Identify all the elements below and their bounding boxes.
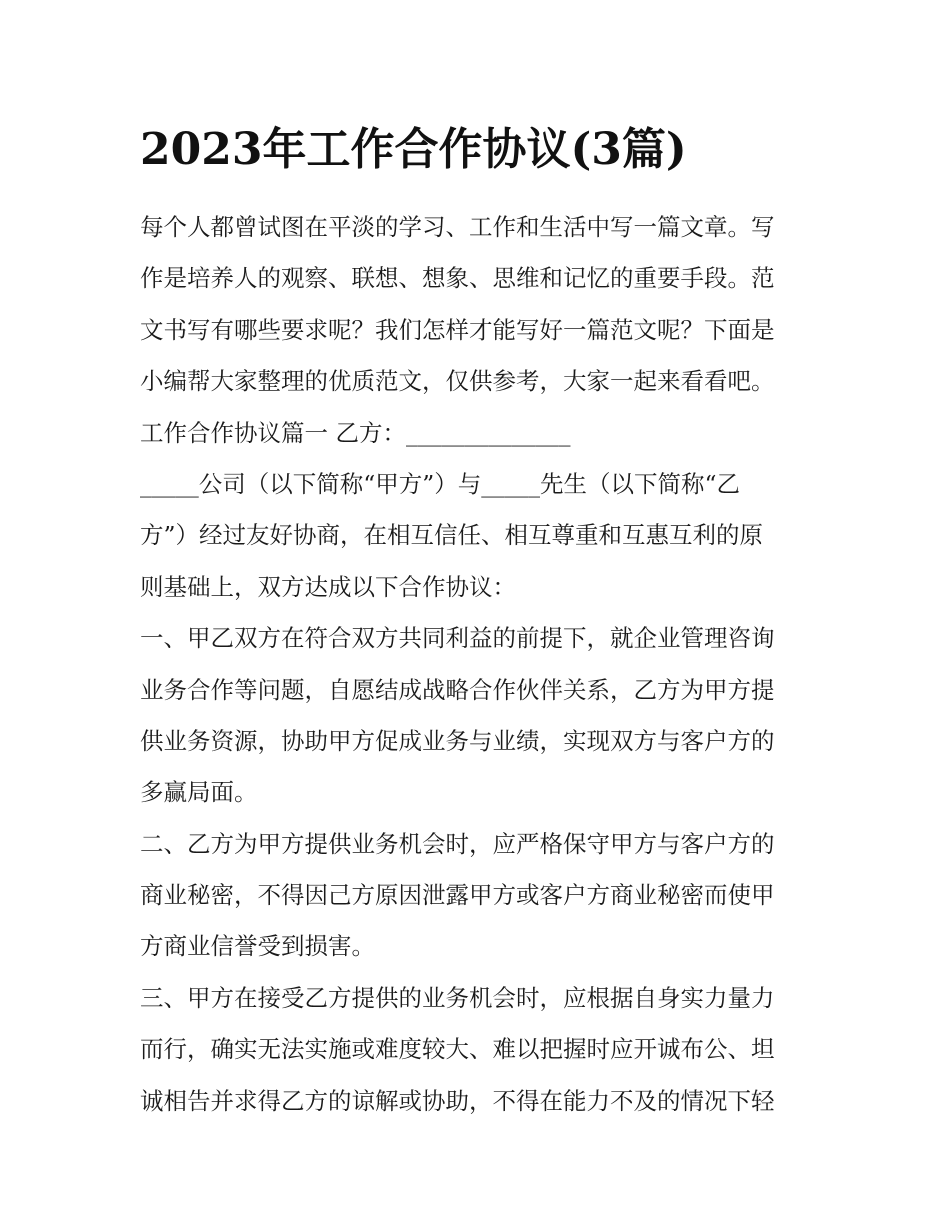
body-line: 一、甲乙双方在符合双方共同利益的前提下，就企业管理咨询 (140, 624, 775, 653)
body-line: 小编帮大家整理的优质范文，仅供参考，大家一起来看看吧。 (140, 367, 775, 396)
body-line: 方”）经过友好协商，在相互信任、相互尊重和互惠互利的原 (140, 521, 764, 550)
body-line: 二、乙方为甲方提供业务机会时，应严格保守甲方与客户方的 (140, 829, 775, 858)
body-line: 三、甲方在接受乙方提供的业务机会时，应根据自身实力量力 (140, 983, 775, 1012)
body-line: 文书写有哪些要求呢？我们怎样才能写好一篇范文呢？下面是 (140, 315, 775, 344)
body-line: 多赢局面。 (140, 778, 258, 807)
body-line: 商业秘密，不得因己方原因泄露甲方或客户方商业秘密而使甲 (140, 881, 775, 910)
body-line: 业务合作等问题，自愿结成战略合作伙伴关系，乙方为甲方提 (140, 675, 775, 704)
body-line: 方商业信誉受到损害。 (140, 932, 375, 961)
body-line: 而行，确实无法实施或难度较大、难以把握时应开诚布公、坦 (140, 1035, 775, 1064)
body-line: 则基础上，双方达成以下合作协议： (140, 572, 516, 601)
body-line: _____公司（以下简称“甲方”）与_____先生（以下简称“乙 (140, 469, 741, 498)
body-line: 作是培养人的观察、联想、想象、思维和记忆的重要手段。范 (140, 264, 775, 293)
body-line: 工作合作协议篇一 乙方：______________ (140, 418, 571, 447)
body-line: 诚相告并求得乙方的谅解或协助，不得在能力不及的情况下轻 (140, 1086, 775, 1115)
body-line: 每个人都曾试图在平淡的学习、工作和生活中写一篇文章。写 (140, 213, 775, 241)
document-body (140, 202, 820, 1127)
body-line: 供业务资源，协助甲方促成业务与业绩，实现双方与客户方的 (140, 726, 775, 755)
document-title: 2023年工作合作协议(3篇) (140, 124, 687, 175)
